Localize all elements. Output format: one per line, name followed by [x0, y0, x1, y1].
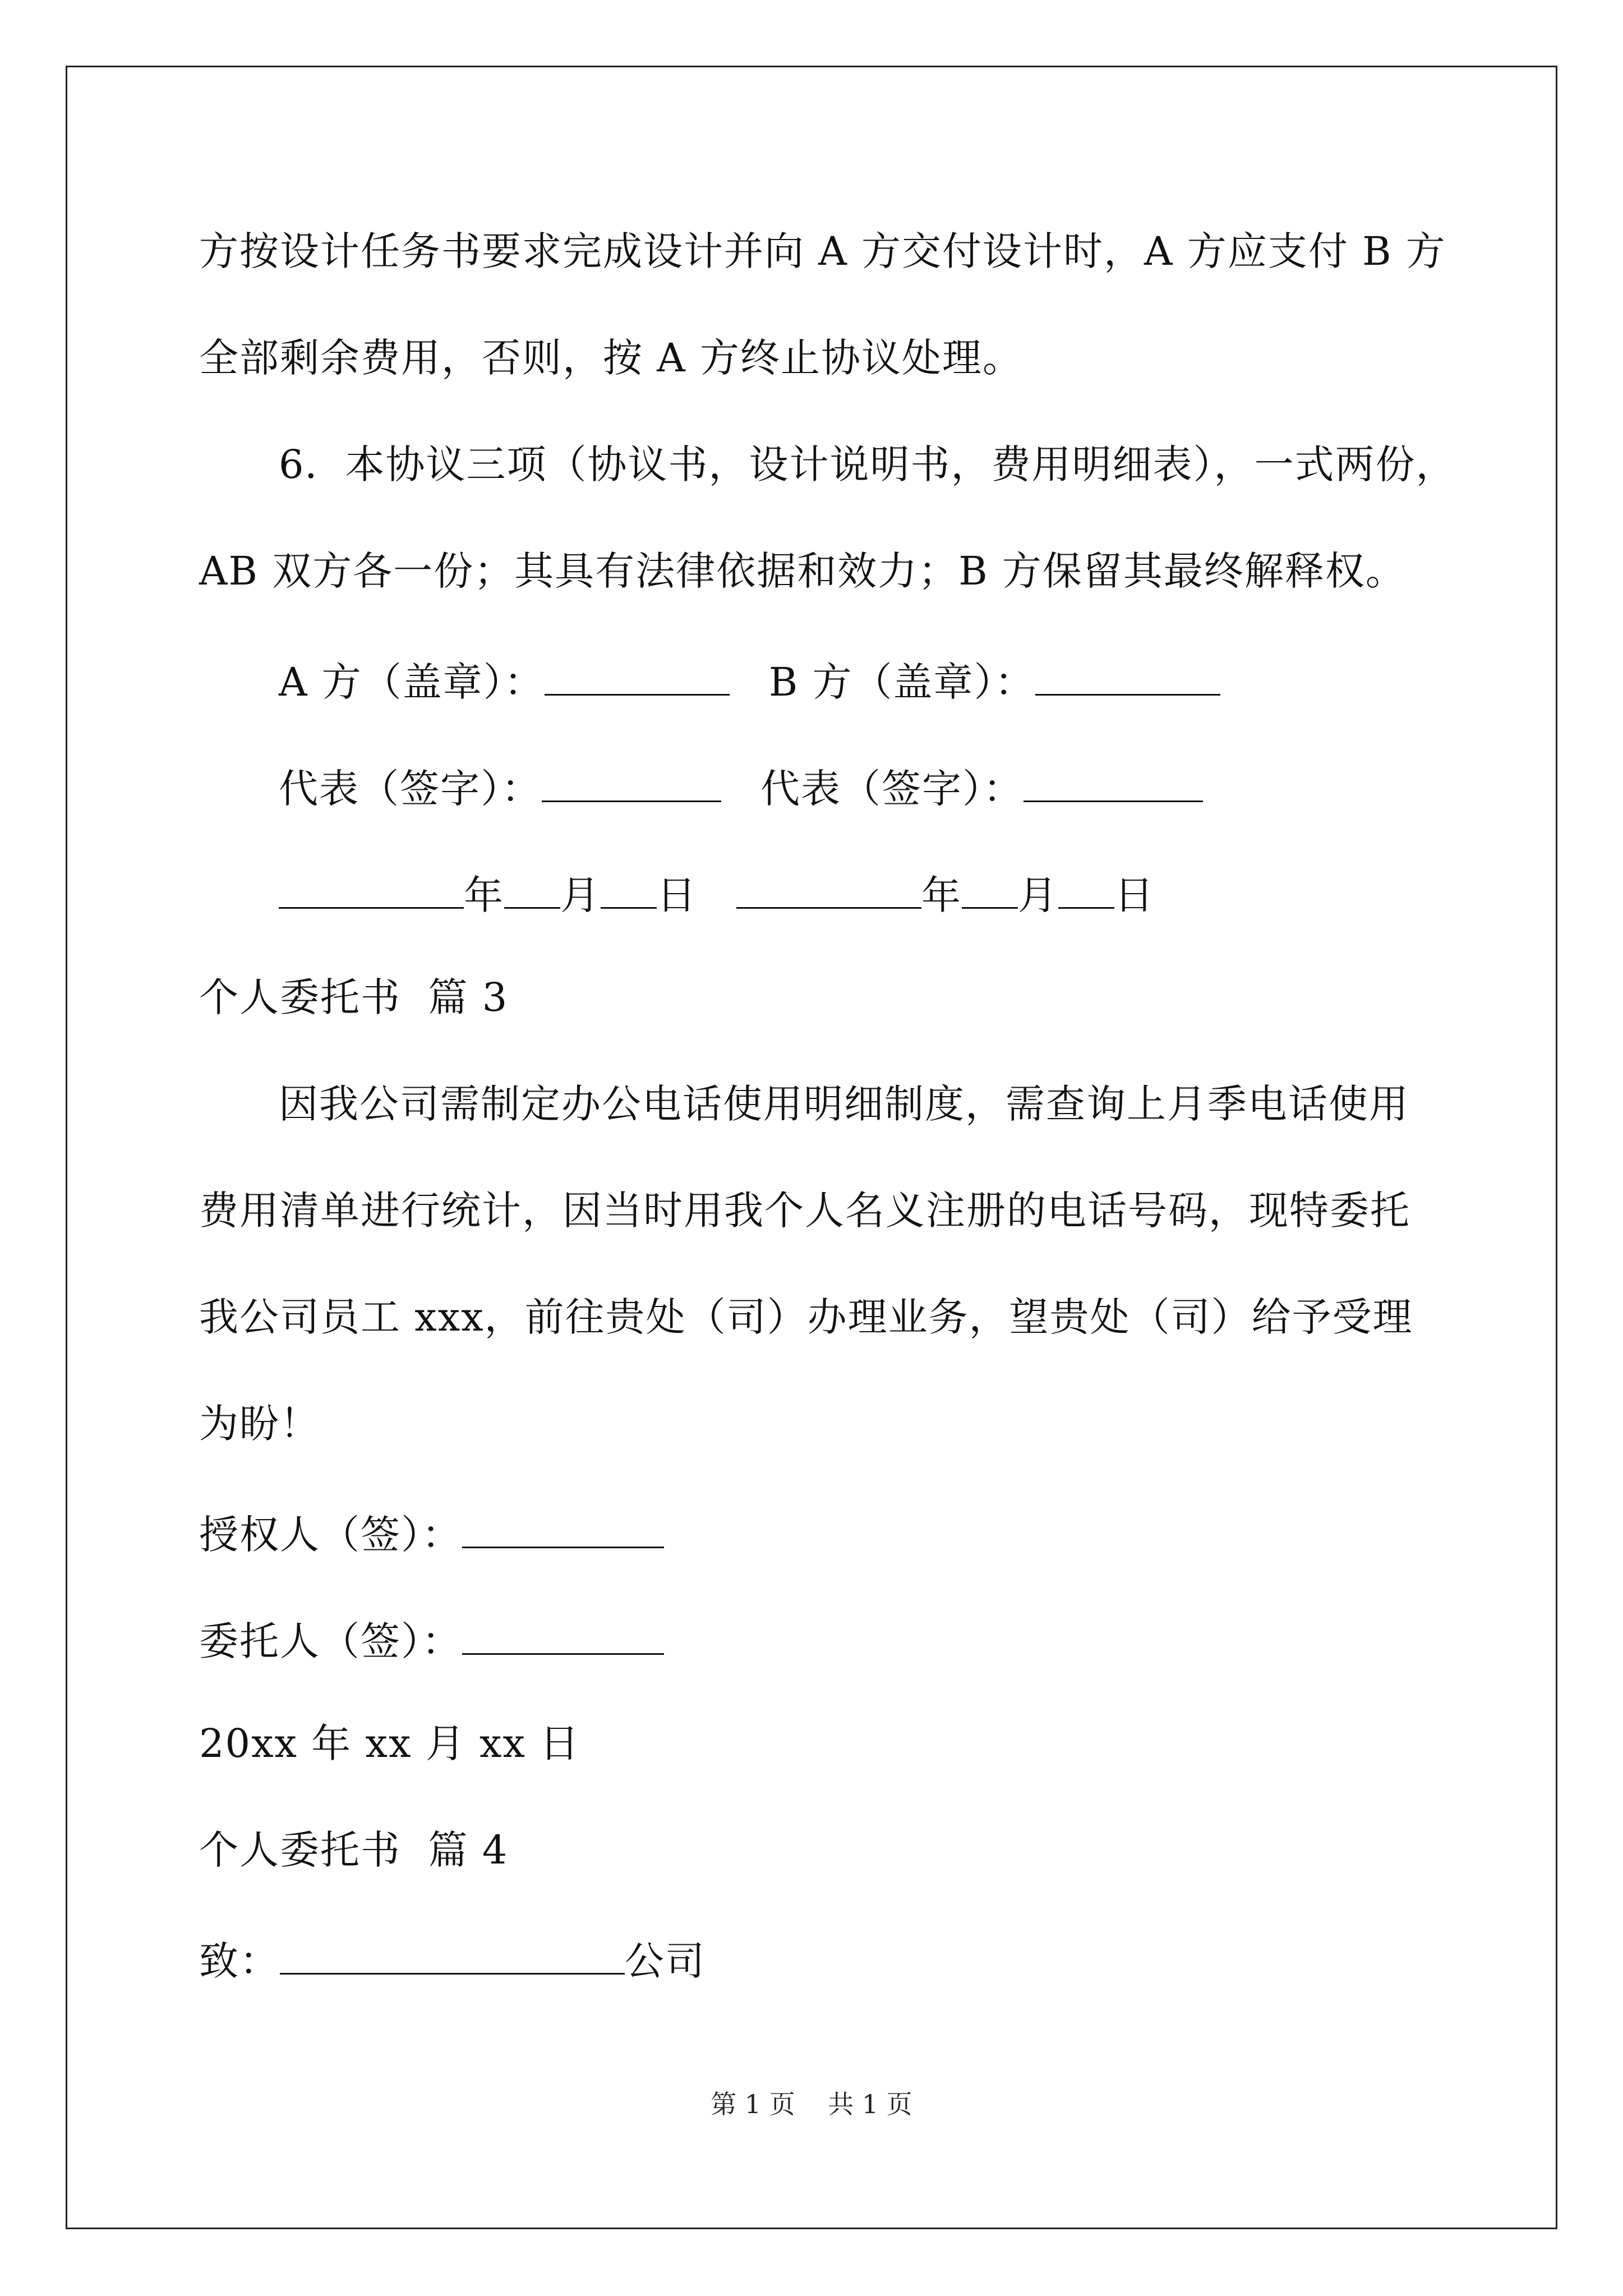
day-field[interactable]	[601, 871, 657, 909]
to-label: 致：	[199, 1938, 280, 1984]
party-a-rep-field[interactable]	[542, 765, 721, 802]
delegate-label: 委托人（签）：	[199, 1618, 462, 1664]
party-b-seal-label: B 方（盖章）：	[768, 659, 1035, 705]
page-footer: 第 1 页 共 1 页	[711, 2089, 912, 2119]
paragraph-line: 全部剩余费用，否则，按 A 方终止协议处理。	[199, 335, 1023, 381]
month-label: 月	[1018, 872, 1058, 918]
authorizer-label: 授权人（签）：	[199, 1512, 462, 1558]
delegate-signature-field[interactable]	[462, 1617, 664, 1655]
section-4-title: 个人委托书 篇 4	[199, 1827, 509, 1873]
paragraph-line: 费用清单进行统计，因当时用我个人名义注册的电话号码，现特委托	[199, 1188, 1410, 1234]
month-label: 月	[560, 872, 601, 918]
addressee-row	[199, 1937, 706, 1984]
delegate-row	[199, 1617, 664, 1664]
clause-6-line: 6．本协议三项（协议书，设计说明书，费用明细表），一式两份，	[279, 441, 1456, 487]
day-label: 日	[657, 872, 697, 918]
date-line: 20xx 年 xx 月 xx 日	[199, 1720, 580, 1766]
year-label: 年	[464, 872, 504, 918]
day-label: 日	[1114, 872, 1155, 918]
paragraph-line: 因我公司需制定办公电话使用明细制度，需查询上月季电话使用	[279, 1081, 1409, 1127]
company-label: 公司	[625, 1938, 706, 1984]
authorizer-row	[199, 1511, 664, 1558]
paragraph-line: 方按设计任务书要求完成设计并向 A 方交付设计时，A 方应支付 B 方	[199, 228, 1446, 274]
year-field[interactable]	[279, 871, 464, 909]
authorizer-signature-field[interactable]	[462, 1511, 664, 1548]
day-field[interactable]	[1058, 871, 1114, 909]
paragraph-line: 为盼！	[199, 1401, 320, 1447]
seal-row	[279, 658, 1220, 705]
party-a-seal-field[interactable]	[545, 658, 730, 696]
month-field[interactable]	[962, 871, 1018, 909]
date-row	[279, 871, 1155, 918]
party-b-seal-field[interactable]	[1035, 658, 1220, 696]
party-a-rep-label: 代表（签字）：	[279, 766, 542, 812]
representative-row	[279, 765, 1203, 812]
company-name-field[interactable]	[280, 1937, 625, 1975]
month-field[interactable]	[504, 871, 560, 909]
party-b-rep-label: 代表（签字）：	[760, 766, 1023, 812]
page-border	[66, 66, 1557, 2229]
party-a-seal-label: A 方（盖章）：	[279, 659, 545, 705]
year-label: 年	[921, 872, 962, 918]
year-field[interactable]	[736, 871, 921, 909]
party-b-rep-field[interactable]	[1023, 765, 1203, 802]
paragraph-line: 我公司员工 xxx，前往贵处（司）办理业务，望贵处（司）给予受理	[199, 1294, 1413, 1340]
section-3-title: 个人委托书 篇 3	[199, 974, 509, 1020]
clause-6-line: AB 双方各一份；其具有法律依据和效力；B 方保留其最终解释权。	[199, 548, 1406, 594]
